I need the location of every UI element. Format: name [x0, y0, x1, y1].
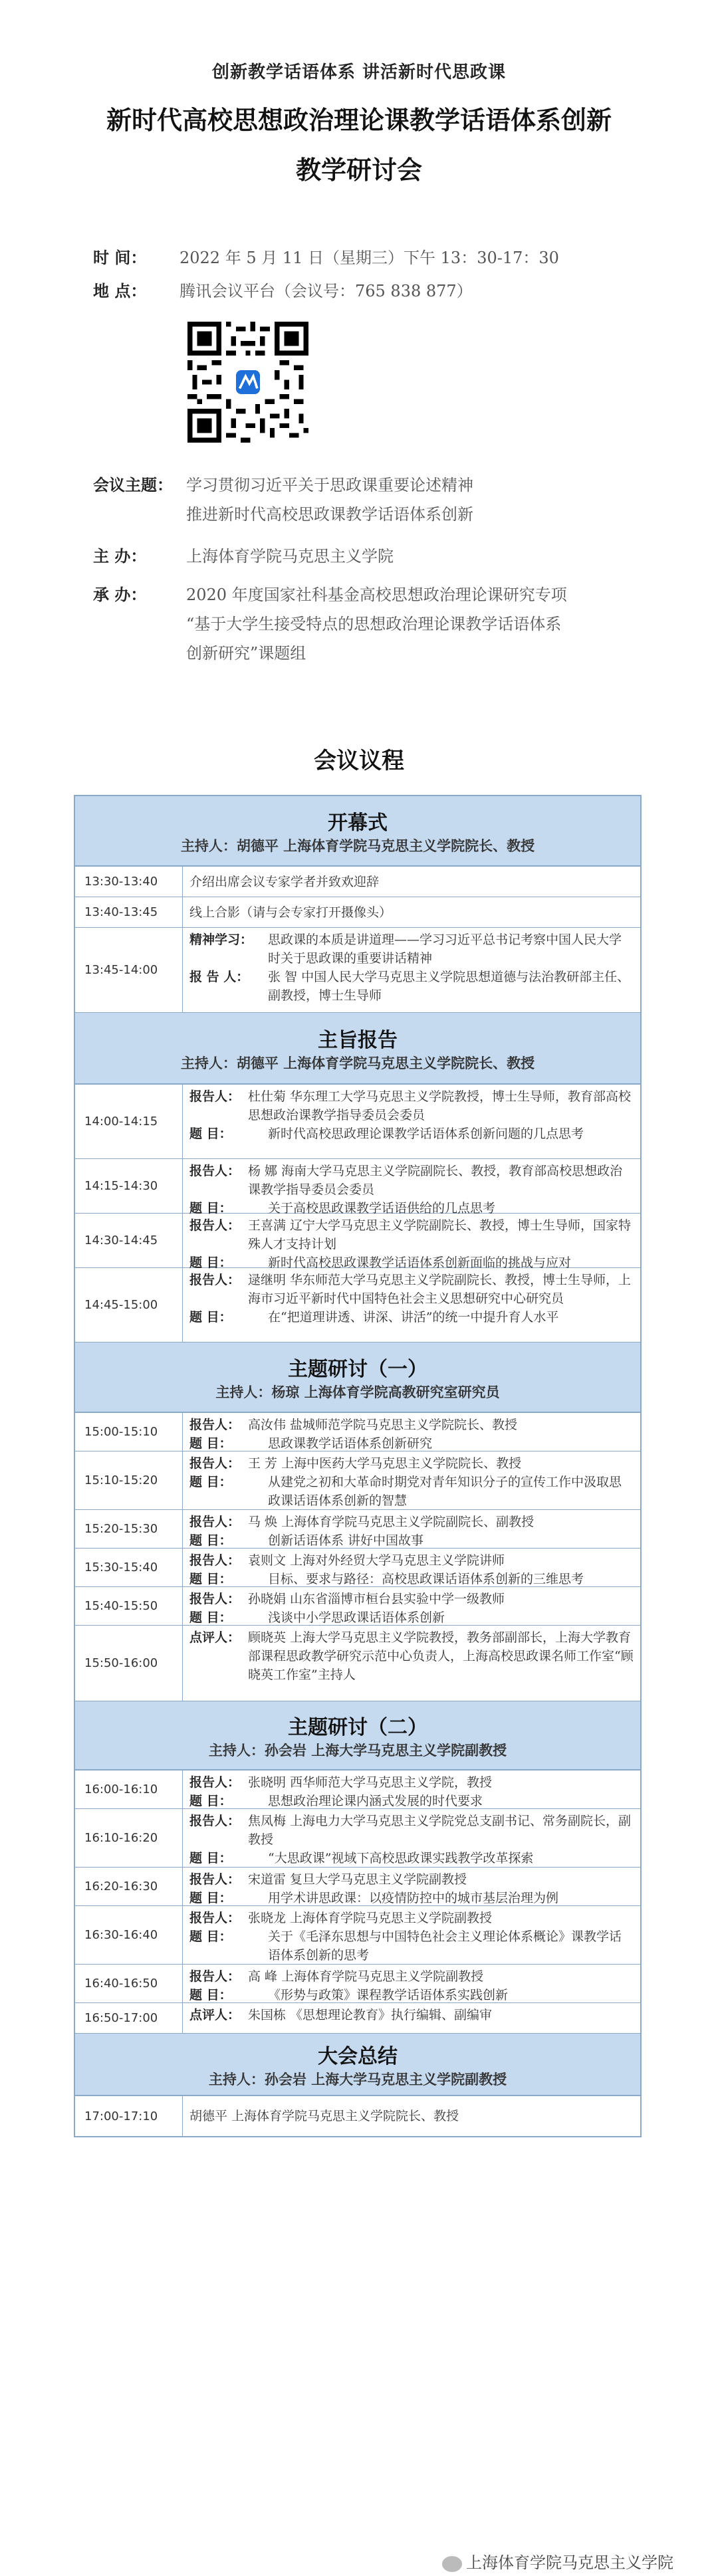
agenda-line-label: 点评人：: [189, 2008, 241, 2022]
agenda-row: [75, 1906, 640, 1965]
section-title: 大会总结: [318, 2045, 398, 2068]
agenda-line-label: 报告人：: [189, 1456, 241, 1471]
agenda-line: [189, 1849, 634, 1868]
agenda-line-label: 报告人：: [189, 1515, 241, 1529]
agenda-line: [189, 1308, 634, 1327]
agenda-line-label: 题 目：: [189, 1929, 232, 1944]
agenda-time: 15:50-16:00: [75, 1626, 183, 1701]
agenda-line-text: 袁则文 上海对外经贸大学马克思主义学院讲师: [248, 1553, 505, 1568]
agenda-line-text: 逯继明 华东师范大学马克思主义学院副院长、教授，博士生导师，上海市习近平新时代中国特色社会主义思想研究中心研究员: [248, 1273, 632, 1306]
agenda-time: 13:45-14:00: [75, 928, 183, 1012]
agenda-line: [189, 1870, 634, 1889]
agenda-content: [183, 2003, 640, 2033]
agenda-line-label: 精神学习：: [189, 932, 253, 947]
agenda-content: [183, 1413, 640, 1451]
theme-line1: 学习贯彻习近平关于思政课重要论述精神: [186, 476, 473, 494]
agenda-line: [189, 1513, 634, 1531]
agenda-time: 14:00-14:15: [75, 1085, 183, 1158]
agenda-line-text: 焦凤梅 上海电力大学马克思主义学院党总支副书记、常务副院长，副教授: [248, 1814, 632, 1847]
section-host: 主持人：孙会岩 上海大学马克思主义学院副教授: [208, 2071, 507, 2088]
agenda-row: [75, 867, 640, 897]
agenda-line: [189, 1551, 634, 1570]
agenda-row: [75, 1549, 640, 1587]
agenda-row: [75, 1965, 640, 2003]
host-value: 上海体育学院马克思主义学院: [186, 547, 394, 566]
agenda-content: [183, 1549, 640, 1586]
agenda-line-text: 杜仕菊 华东理工大学马克思主义学院教授，博士生导师，教育部高校思想政治课教学指导委员会委员: [248, 1089, 632, 1123]
agenda-time: 13:30-13:40: [75, 867, 183, 897]
agenda-line-label: 题 目：: [189, 1988, 232, 2002]
agenda-line: [189, 1889, 634, 1907]
agenda-item-text: 线上合影（请与会专家打开摄像头）: [189, 905, 392, 920]
section-title: 主题研讨（二）: [288, 1716, 427, 1739]
agenda-line: [189, 1125, 634, 1143]
agenda-time: 16:30-16:40: [75, 1906, 183, 1964]
agenda-content: [183, 1965, 640, 2002]
agenda-line: [189, 968, 634, 1005]
agenda-line-label: 题 目：: [189, 1851, 232, 1866]
agenda-row: [75, 1587, 640, 1626]
agenda-line: [189, 1909, 634, 1927]
agenda-line-label: 报告人：: [189, 1592, 241, 1606]
agenda-time: 15:10-15:20: [75, 1451, 183, 1509]
agenda-row: [75, 1413, 640, 1451]
agenda-line-text: 目标、要求与路径：高校思政课话语体系创新的三维思考: [268, 1572, 584, 1586]
agenda-time: 16:20-16:30: [75, 1868, 183, 1905]
agenda-line: [189, 1162, 634, 1199]
agenda-line: [189, 1570, 634, 1588]
agenda-line-text: 张 智 中国人民大学马克思主义学院思想道德与法治教研部主任、副教授，博士生导师: [268, 970, 630, 1003]
agenda-line-text: 《形势与政策》课程教学话语体系实践创新: [268, 1988, 509, 2002]
agenda-time: 15:00-15:10: [75, 1413, 183, 1451]
agenda-line-label: 点评人：: [189, 1630, 241, 1645]
agenda-time: 15:30-15:40: [75, 1549, 183, 1586]
agenda-line-text: “大思政课”视域下高校思政课实践教学改革探索: [268, 1851, 534, 1866]
agenda-line-label: 报告人：: [189, 1775, 241, 1790]
agenda-row: [75, 1868, 640, 1906]
agenda-time: 16:50-17:00: [75, 2003, 183, 2033]
agenda-content: [183, 1510, 640, 1548]
section-title: 主题研讨（一）: [288, 1358, 427, 1381]
agenda-row: [75, 1510, 640, 1549]
theme-line2: 推进新时代高校思政课教学话语体系创新: [186, 505, 473, 524]
section-header: [75, 1013, 640, 1085]
section-host: 主持人：胡德平 上海体育学院马克思主义学院院长、教授: [180, 837, 535, 854]
agenda-line: [189, 1271, 634, 1308]
host-label: 主 办：: [93, 546, 147, 566]
agenda-line-label: 报 告 人：: [189, 970, 249, 984]
page-title-line1: 新时代高校思想政治理论课教学话语体系创新: [106, 105, 612, 135]
page-title-line2: 教学研讨会: [295, 155, 422, 185]
agenda-time: 14:15-14:30: [75, 1159, 183, 1213]
agenda-time: 16:00-16:10: [75, 1771, 183, 1808]
agenda-time: 15:20-15:30: [75, 1510, 183, 1548]
agenda-line: [189, 1986, 634, 2004]
section-host: 主持人：杨琼 上海体育学院高教研究室研究员: [215, 1384, 500, 1400]
place-label: 地 点：: [93, 281, 147, 300]
agenda-line: [189, 1416, 634, 1434]
agenda-line-text: 王喜满 辽宁大学马克思主义学院副院长、教授，博士生导师，国家特殊人才支持计划: [248, 1218, 632, 1251]
agenda-table: [74, 795, 642, 2137]
agenda-line-text: 关于《毛泽东思想与中国特色社会主义理论体系概论》课教学话语体系创新的思考: [268, 1929, 622, 1963]
place-value: 腾讯会议平台（会议号：765 838 877）: [180, 282, 473, 300]
agenda-line-text: 从建党之初和大革命时期党对青年知识分子的宣传工作中汲取思政课话语体系创新的智慧: [268, 1475, 622, 1508]
agenda-item-text: 胡德平 上海体育学院马克思主义学院院长、教授: [189, 2109, 459, 2123]
section-title: 开幕式: [328, 811, 388, 835]
section-title: 主旨报告: [318, 1029, 398, 1052]
undertake-line2: “基于大学生接受特点的思想政治理论课教学话语体系: [186, 615, 562, 633]
agenda-line-label: 题 目：: [189, 1475, 232, 1489]
agenda-line: [189, 1927, 634, 1965]
agenda-line-text: 思政课的本质是讲道理——学习习近平总书记考察中国人民大学时关于思政课的重要讲话精神: [268, 932, 622, 966]
agenda-time: 14:30-14:45: [75, 1214, 183, 1267]
agenda-line-text: 张晓龙 上海体育学院马克思主义学院副教授: [248, 1911, 493, 1925]
section-header: [75, 1342, 640, 1413]
agenda-line-text: 王 芳 上海中医药大学马克思主义学院院长、教授: [248, 1456, 522, 1471]
qr-code-icon: [187, 322, 308, 443]
agenda-row: [75, 897, 640, 928]
agenda-line-label: 题 目：: [189, 1891, 232, 1905]
agenda-line-text: 思政课教学话语体系创新研究: [268, 1436, 433, 1451]
agenda-time: 16:10-16:20: [75, 1809, 183, 1867]
agenda-line-text: 马 焕 上海体育学院马克思主义学院副院长、副教授: [248, 1515, 535, 1529]
agenda-row: [75, 1214, 640, 1268]
agenda-time: 17:00-17:10: [75, 2096, 183, 2136]
agenda-row: [75, 1771, 640, 1809]
agenda-line-text: 杨 娜 海南大学马克思主义学院副院长、教授，教育部高校思想政治课教学指导委员会委员: [248, 1164, 623, 1197]
agenda-line: [189, 1608, 634, 1627]
agenda-line-label: 报告人：: [189, 1814, 241, 1828]
agenda-content: [183, 1906, 640, 1964]
place-info: [93, 278, 473, 304]
agenda-line-text: 高汝伟 盐城师范学院马克思主义学院院长、教授: [248, 1418, 518, 1432]
section-header: [75, 796, 640, 867]
agenda-content: [183, 1159, 640, 1216]
agenda-line-text: 浅谈中小学思政课话语体系创新: [268, 1610, 445, 1625]
agenda-time: 16:40-16:50: [75, 1965, 183, 2002]
undertake-line3: 创新研究”课题组: [186, 644, 306, 663]
agenda-row: [75, 2096, 640, 2136]
agenda-line-text: 新时代高校思政理论课教学话语体系创新问题的几点思考: [268, 1127, 584, 1141]
agenda-content: [183, 1268, 640, 1342]
agenda-content: [183, 897, 640, 927]
agenda-row: [75, 1159, 640, 1214]
theme-label: 会议主题：: [93, 475, 173, 494]
section-header: [75, 2034, 640, 2096]
agenda-line: [189, 1792, 634, 1810]
agenda-line-text: 宋道雷 复旦大学马克思主义学院副教授: [248, 1872, 467, 1887]
agenda-line-text: 在“把道理讲透、讲深、讲活”的统一中提升育人水平: [268, 1310, 559, 1325]
agenda-line-label: 题 目：: [189, 1201, 232, 1216]
agenda-line: [189, 1628, 634, 1684]
agenda-row: [75, 928, 640, 1013]
agenda-line-label: 题 目：: [189, 1610, 232, 1625]
agenda-content: [183, 2096, 640, 2136]
agenda-row: [75, 2003, 640, 2034]
agenda-content: [183, 1214, 640, 1270]
agenda-line-label: 题 目：: [189, 1310, 232, 1325]
section-host: 主持人：胡德平 上海体育学院马克思主义学院院长、教授: [180, 1055, 535, 1071]
time-label: 时 间：: [93, 248, 147, 267]
agenda-line-label: 题 目：: [189, 1533, 232, 1548]
agenda-line: [189, 930, 634, 968]
agenda-line: [189, 1590, 634, 1608]
agenda-content: [183, 1085, 640, 1158]
agenda-line-text: 用学术讲思政课：以疫情防控中的城市基层治理为例: [268, 1891, 559, 1905]
agenda-line-label: 报告人：: [189, 1969, 241, 1984]
agenda-line-text: 新时代高校思政课教学话语体系创新面临的挑战与应对: [268, 1255, 572, 1270]
watermark-text: 上海体育学院马克思主义学院: [466, 2553, 673, 2572]
agenda-content: [183, 1868, 640, 1905]
undertake-label: 承 办：: [93, 585, 147, 604]
agenda-line: [189, 1454, 634, 1473]
agenda-line-label: 题 目：: [189, 1794, 232, 1808]
agenda-line-text: 孙晓娟 山东省淄博市桓台县实验中学一级教师: [248, 1592, 505, 1606]
agenda-line: [189, 1531, 634, 1550]
agenda-line-label: 报告人：: [189, 1089, 241, 1104]
agenda-row: [75, 1451, 640, 1510]
agenda-content: [183, 1587, 640, 1625]
agenda-line: [189, 1434, 634, 1453]
agenda-line: [189, 1812, 634, 1849]
agenda-line: [189, 1967, 634, 1986]
agenda-line-label: 报告人：: [189, 1418, 241, 1432]
agenda-line-label: 题 目：: [189, 1127, 232, 1141]
agenda-line: [189, 2006, 634, 2024]
watermark: [442, 2549, 673, 2573]
time-info: [93, 245, 559, 271]
slogan: 创新教学话语体系 讲活新时代思政课: [211, 62, 507, 82]
agenda-line-text: 张晓明 西华师范大学马克思主义学院，教授: [248, 1775, 493, 1790]
agenda-row: [75, 1085, 640, 1159]
agenda-line-label: 报告人：: [189, 1911, 241, 1925]
agenda-content: [183, 1809, 640, 1867]
meeting-qr-code[interactable]: [187, 322, 308, 443]
agenda-line-label: 题 目：: [189, 1572, 232, 1586]
agenda-row: [75, 1268, 640, 1342]
agenda-line-label: 题 目：: [189, 1436, 232, 1451]
agenda-title: 会议议程: [314, 748, 404, 774]
agenda-time: 13:40-13:45: [75, 897, 183, 927]
agenda-item-text: 介绍出席会议专家学者并致欢迎辞: [189, 874, 380, 889]
agenda-content: [183, 1626, 640, 1701]
agenda-line-label: 报告人：: [189, 1218, 241, 1233]
agenda-line-label: 报告人：: [189, 1553, 241, 1568]
agenda-line-text: 顾晓英 上海大学马克思主义学院教授，教务部副部长，上海大学教育部课程思政教学研究示范中心负责人，上海高校思政课名师工作室“顾晓英工作室”主持人: [248, 1630, 634, 1682]
agenda-line-label: 报告人：: [189, 1872, 241, 1887]
agenda-line: [189, 1087, 634, 1125]
agenda-line-label: 题 目：: [189, 1255, 232, 1270]
agenda-line-label: 报告人：: [189, 1273, 241, 1287]
time-value: 2022 年 5 月 11 日（星期三）下午 13：30-17：30: [180, 249, 559, 267]
agenda-line: [189, 1473, 634, 1510]
agenda-line-text: 思想政治理论课内涵式发展的时代要求: [268, 1794, 483, 1808]
agenda-line: [189, 1773, 634, 1792]
undertake-line1: 2020 年度国家社科基金高校思想政治理论课研究专项: [186, 586, 567, 604]
section-header: [75, 1701, 640, 1771]
agenda-line: [189, 1216, 634, 1253]
agenda-line-label: 报告人：: [189, 1164, 241, 1178]
agenda-content: [183, 928, 640, 1012]
agenda-content: [183, 867, 640, 897]
agenda-time: 14:45-15:00: [75, 1268, 183, 1342]
agenda-content: [183, 1771, 640, 1808]
agenda-row: [75, 1809, 640, 1868]
agenda-line-text: 关于高校思政课教学话语供给的几点思考: [268, 1201, 496, 1216]
agenda-line-text: 朱国栋 《思想理论教育》执行编辑、副编审: [248, 2008, 493, 2022]
agenda-line-text: 高 峰 上海体育学院马克思主义学院副教授: [248, 1969, 484, 1984]
agenda-time: 15:40-15:50: [75, 1587, 183, 1625]
section-host: 主持人：孙会岩 上海大学马克思主义学院副教授: [208, 1742, 507, 1759]
agenda-row: [75, 1626, 640, 1701]
agenda-content: [183, 1451, 640, 1509]
wechat-icon: [442, 2556, 462, 2572]
agenda-line-text: 创新话语体系 讲好中国故事: [268, 1533, 424, 1548]
